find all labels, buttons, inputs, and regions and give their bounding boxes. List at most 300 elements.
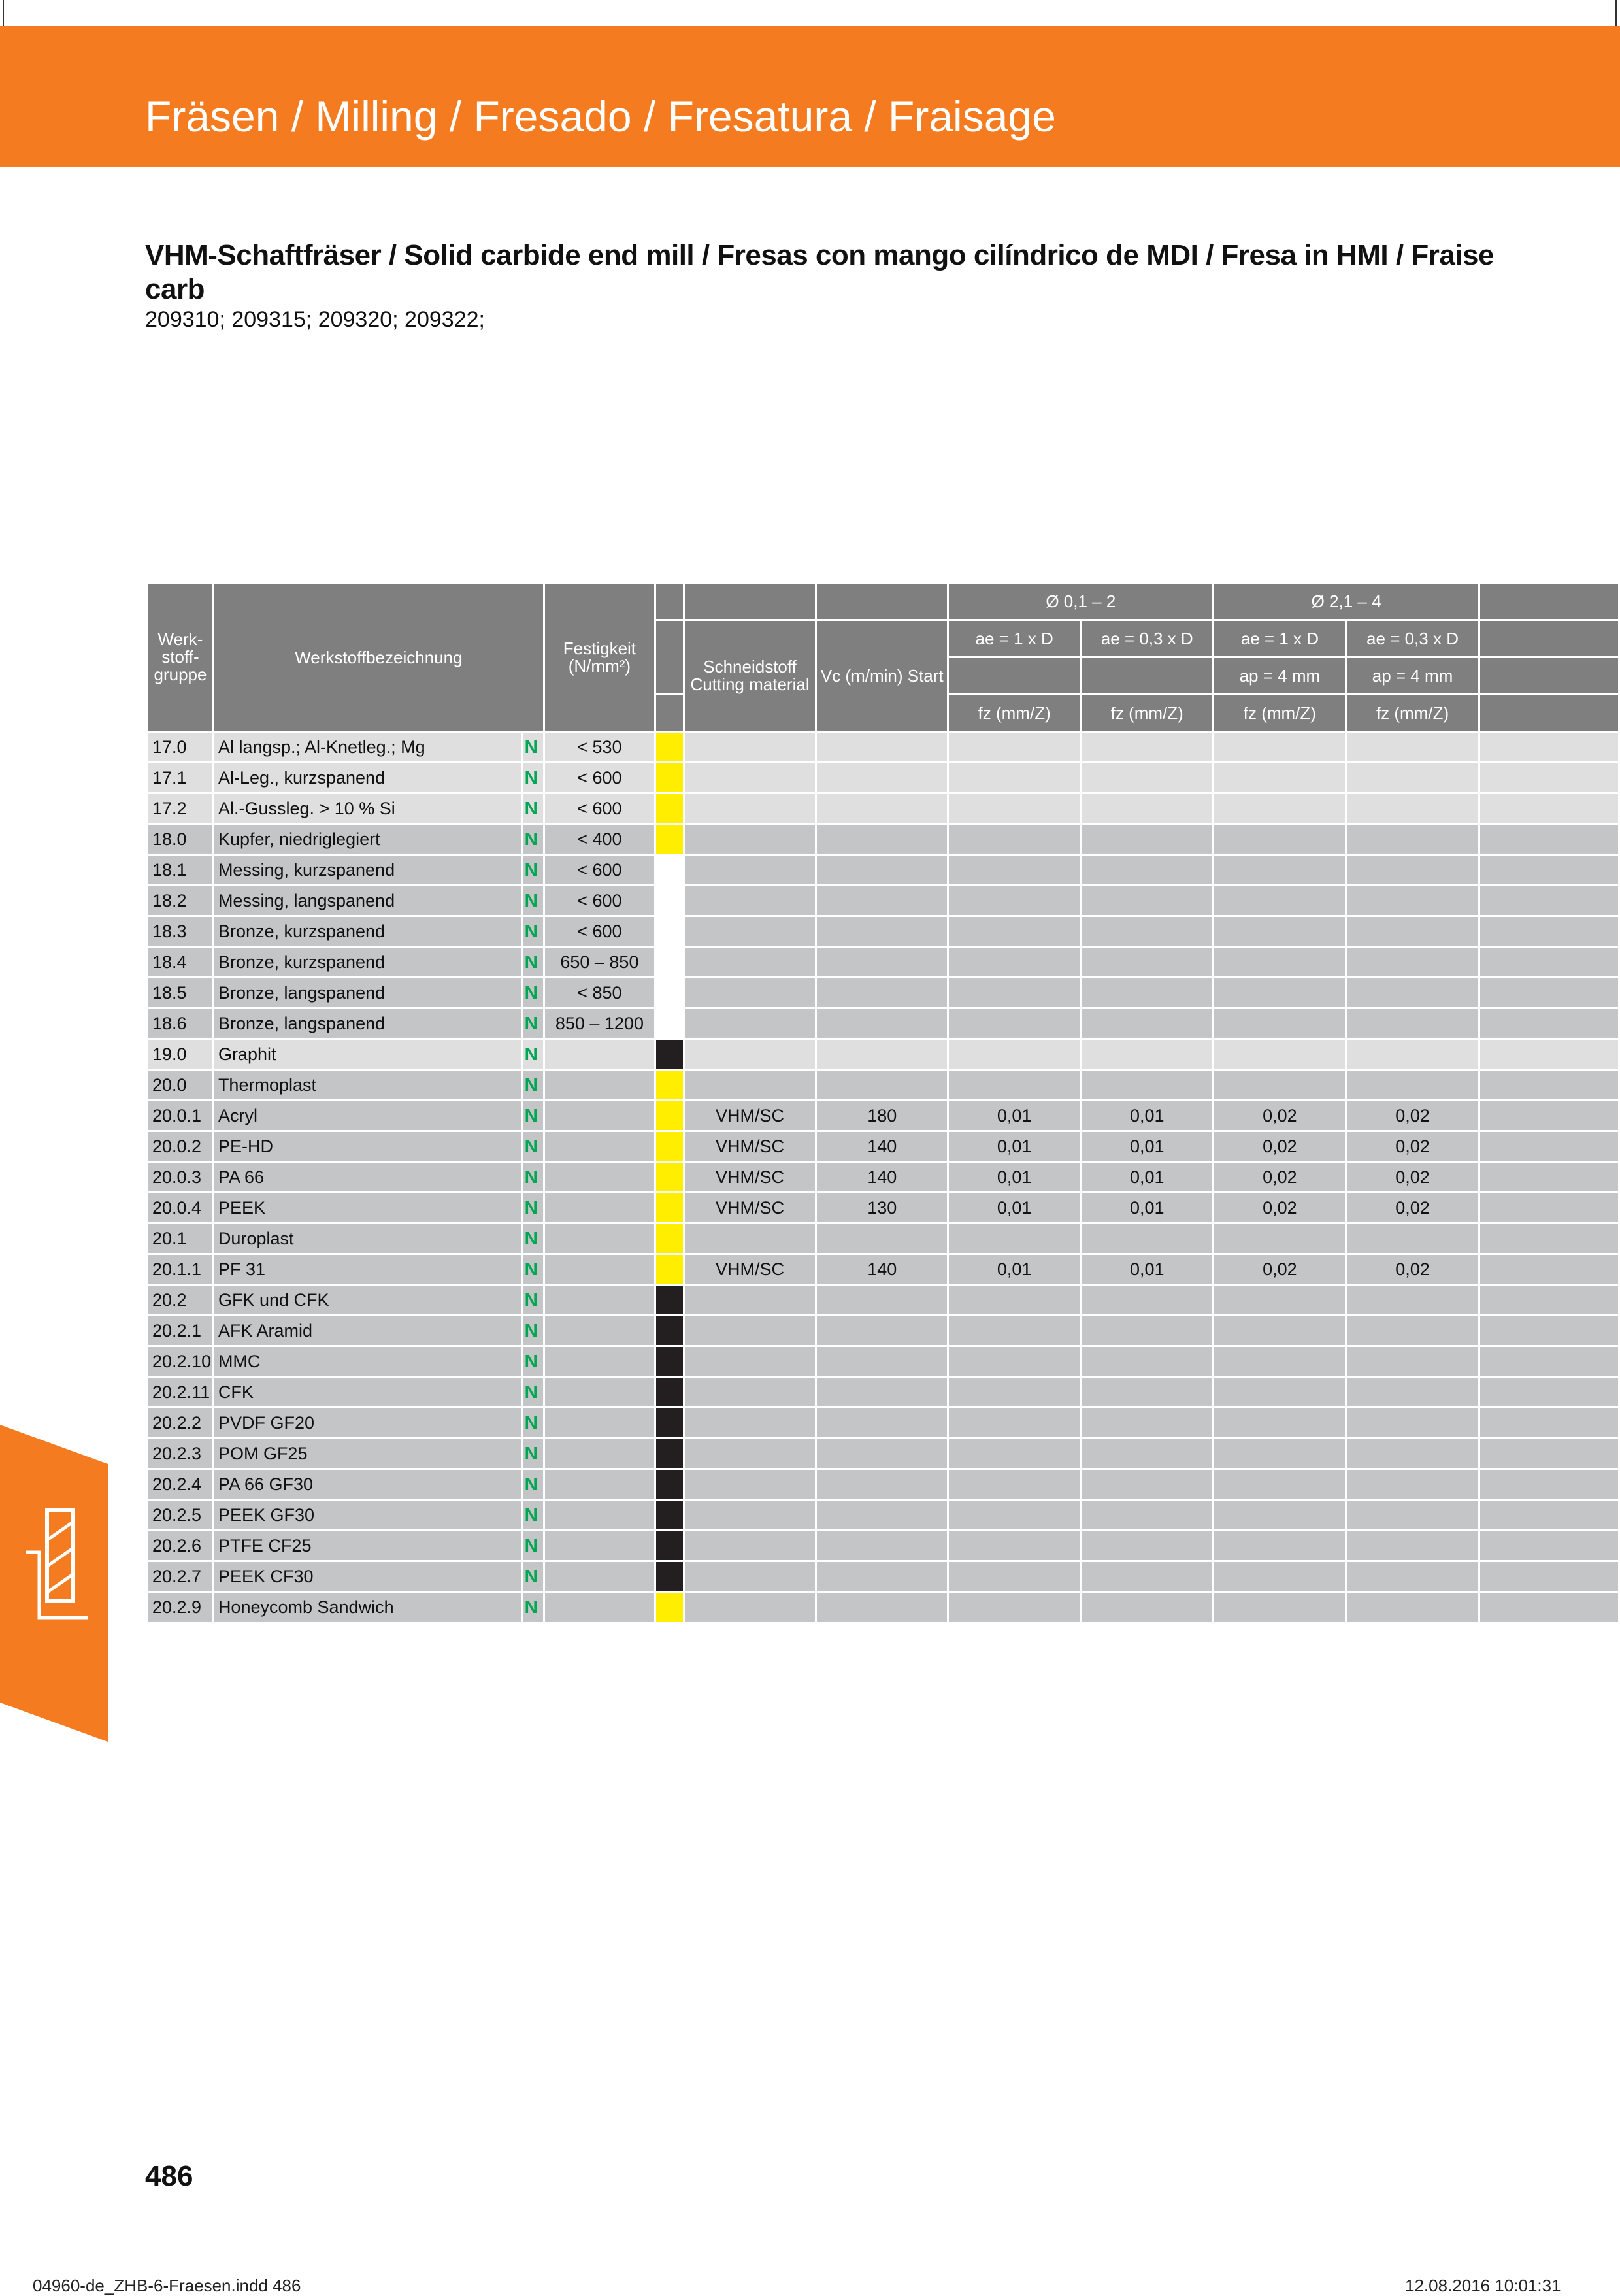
- header-ae-03xd-b: ae = 0,3 x D: [1346, 620, 1479, 657]
- row-festigkeit: [544, 1254, 655, 1285]
- row-indicator: [655, 1346, 684, 1377]
- row-group: 20.2.5: [148, 1500, 214, 1531]
- row-category: N: [522, 1439, 544, 1469]
- row-festigkeit: [544, 1500, 655, 1531]
- row-fz-1: [948, 978, 1081, 1008]
- table-row: [148, 1408, 1619, 1439]
- row-fz-2: [1081, 793, 1214, 824]
- row-group: 20.0.2: [148, 1131, 214, 1162]
- header-diameter-2: Ø 2,1 – 4: [1214, 583, 1479, 620]
- row-fz-3: [1214, 763, 1346, 793]
- row-fz-4: [1346, 855, 1479, 886]
- header-blank-extra: [1479, 583, 1619, 620]
- row-category: N: [522, 763, 544, 793]
- row-festigkeit: [544, 1131, 655, 1162]
- row-festigkeit: [544, 1531, 655, 1561]
- row-category: N: [522, 1408, 544, 1439]
- row-festigkeit: [544, 1193, 655, 1223]
- row-name: Al.-Gussleg. > 10 % Si: [213, 793, 522, 824]
- table-row: [148, 1008, 1619, 1039]
- header-ap-b1: ap = 4 mm: [1214, 657, 1346, 695]
- row-fz-2: [1081, 1008, 1214, 1039]
- row-group: 17.1: [148, 763, 214, 793]
- row-fz-4: [1346, 1408, 1479, 1439]
- row-fz-1: [948, 763, 1081, 793]
- row-fz-2: [1081, 1561, 1214, 1592]
- row-indicator: [655, 1531, 684, 1561]
- row-indicator: [655, 1377, 684, 1408]
- row-fz-3: [1214, 1531, 1346, 1561]
- row-fz-2: [1081, 916, 1214, 947]
- row-category: N: [522, 1469, 544, 1500]
- row-fz-3: [1214, 1039, 1346, 1070]
- side-tab-shape: [0, 1425, 108, 1742]
- header-ae-1xd-a: ae = 1 x D: [948, 620, 1081, 657]
- row-indicator: [655, 1101, 684, 1131]
- row-material: VHM/SC: [684, 1193, 816, 1223]
- row-fz-1: 0,01: [948, 1162, 1081, 1193]
- row-extra: [1479, 1377, 1619, 1408]
- row-fz-1: [948, 1285, 1081, 1316]
- row-festigkeit: [544, 1592, 655, 1623]
- row-name: PE-HD: [213, 1131, 522, 1162]
- row-fz-4: [1346, 978, 1479, 1008]
- table-row: [148, 1531, 1619, 1561]
- top-border: [0, 0, 1620, 1]
- row-festigkeit: [544, 1223, 655, 1254]
- row-fz-2: [1081, 978, 1214, 1008]
- table-row: [148, 1592, 1619, 1623]
- row-fz-4: [1346, 1377, 1479, 1408]
- row-extra: [1479, 1039, 1619, 1070]
- table-row: [148, 1254, 1619, 1285]
- row-fz-1: [948, 732, 1081, 763]
- row-fz-3: [1214, 1346, 1346, 1377]
- row-fz-4: [1346, 1592, 1479, 1623]
- row-category: N: [522, 916, 544, 947]
- row-extra: [1479, 1346, 1619, 1377]
- row-group: 20.0.4: [148, 1193, 214, 1223]
- row-indicator: [655, 1408, 684, 1439]
- row-fz-3: [1214, 1223, 1346, 1254]
- row-fz-2: [1081, 1346, 1214, 1377]
- row-extra: [1479, 1070, 1619, 1101]
- row-fz-1: [948, 793, 1081, 824]
- row-fz-3: [1214, 978, 1346, 1008]
- row-vc: [816, 1469, 948, 1500]
- row-category: N: [522, 855, 544, 886]
- row-extra: [1479, 1101, 1619, 1131]
- table-row: [148, 1316, 1619, 1346]
- row-vc: [816, 793, 948, 824]
- row-festigkeit: [544, 1285, 655, 1316]
- row-fz-4: 0,02: [1346, 1193, 1479, 1223]
- row-extra: [1479, 855, 1619, 886]
- row-indicator: [655, 793, 684, 824]
- row-fz-1: [948, 1561, 1081, 1592]
- row-name: AFK Aramid: [213, 1316, 522, 1346]
- row-extra: [1479, 886, 1619, 916]
- row-fz-3: [1214, 1316, 1346, 1346]
- row-group: 20.2.6: [148, 1531, 214, 1561]
- header-werkstoffbezeichnung: Werkstoffbezeichnung: [213, 583, 544, 732]
- row-vc: [816, 1039, 948, 1070]
- header-ap-blank-2: [1081, 657, 1214, 695]
- row-category: N: [522, 1377, 544, 1408]
- table-header: [148, 583, 1619, 732]
- row-fz-2: [1081, 1500, 1214, 1531]
- row-extra: [1479, 1316, 1619, 1346]
- row-name: PEEK GF30: [213, 1500, 522, 1531]
- row-extra: [1479, 916, 1619, 947]
- table-row: [148, 763, 1619, 793]
- row-fz-3: [1214, 1408, 1346, 1439]
- row-vc: 140: [816, 1131, 948, 1162]
- header-blank-vc: [816, 583, 948, 620]
- row-material: [684, 1285, 816, 1316]
- row-fz-4: [1346, 916, 1479, 947]
- row-fz-4: [1346, 1070, 1479, 1101]
- row-extra: [1479, 1008, 1619, 1039]
- article-codes: 209310; 209315; 209320; 209322;: [145, 307, 485, 332]
- section-title: Fräsen / Milling / Fresado / Fresatura / Fraisage: [145, 92, 1056, 141]
- row-category: N: [522, 732, 544, 763]
- row-fz-3: [1214, 1500, 1346, 1531]
- row-category: N: [522, 1193, 544, 1223]
- row-vc: [816, 1223, 948, 1254]
- row-group: 20.2: [148, 1285, 214, 1316]
- row-fz-4: [1346, 1008, 1479, 1039]
- row-group: 17.0: [148, 732, 214, 763]
- row-fz-3: [1214, 1469, 1346, 1500]
- row-fz-2: 0,01: [1081, 1254, 1214, 1285]
- row-vc: 130: [816, 1193, 948, 1223]
- header-fz-1: fz (mm/Z): [948, 695, 1081, 732]
- row-group: 20.2.4: [148, 1469, 214, 1500]
- row-group: 20.2.2: [148, 1408, 214, 1439]
- row-indicator: [655, 1316, 684, 1346]
- row-category: N: [522, 1131, 544, 1162]
- row-group: 20.1: [148, 1223, 214, 1254]
- row-fz-3: [1214, 886, 1346, 916]
- header-festigkeit: Festigkeit (N/mm²): [544, 583, 655, 732]
- row-material: VHM/SC: [684, 1254, 816, 1285]
- row-fz-2: 0,01: [1081, 1162, 1214, 1193]
- row-fz-4: [1346, 947, 1479, 978]
- row-vc: [816, 1316, 948, 1346]
- row-vc: [816, 1377, 948, 1408]
- row-vc: [816, 947, 948, 978]
- row-name: Bronze, langspanend: [213, 1008, 522, 1039]
- row-material: VHM/SC: [684, 1131, 816, 1162]
- row-fz-4: [1346, 1500, 1479, 1531]
- table-row: [148, 1070, 1619, 1101]
- row-name: PEEK: [213, 1193, 522, 1223]
- table-row: [148, 1193, 1619, 1223]
- row-fz-4: [1346, 1561, 1479, 1592]
- row-vc: [816, 1008, 948, 1039]
- side-tab: [0, 1425, 108, 1742]
- row-festigkeit: [544, 1469, 655, 1500]
- row-material: [684, 1469, 816, 1500]
- row-name: Acryl: [213, 1101, 522, 1131]
- row-category: N: [522, 1285, 544, 1316]
- row-category: N: [522, 886, 544, 916]
- row-indicator: [655, 886, 684, 916]
- row-fz-3: 0,02: [1214, 1131, 1346, 1162]
- row-category: N: [522, 1531, 544, 1561]
- row-festigkeit: < 600: [544, 886, 655, 916]
- row-indicator: [655, 1070, 684, 1101]
- row-extra: [1479, 947, 1619, 978]
- row-indicator: [655, 1162, 684, 1193]
- row-vc: [816, 732, 948, 763]
- row-category: N: [522, 824, 544, 855]
- row-vc: [816, 978, 948, 1008]
- row-vc: 140: [816, 1162, 948, 1193]
- row-group: 18.3: [148, 916, 214, 947]
- header-blank-extra-3: [1479, 657, 1619, 695]
- table-row: [148, 855, 1619, 886]
- row-material: [684, 1439, 816, 1469]
- row-festigkeit: [544, 1070, 655, 1101]
- row-fz-2: [1081, 886, 1214, 916]
- row-extra: [1479, 1193, 1619, 1223]
- row-extra: [1479, 1439, 1619, 1469]
- row-group: 20.2.9: [148, 1592, 214, 1623]
- table-row: [148, 1439, 1619, 1469]
- row-vc: [816, 824, 948, 855]
- header-indicator: [655, 583, 684, 620]
- row-vc: [816, 1346, 948, 1377]
- table-row: [148, 1500, 1619, 1531]
- row-group: 18.4: [148, 947, 214, 978]
- row-fz-2: 0,01: [1081, 1193, 1214, 1223]
- row-extra: [1479, 1408, 1619, 1439]
- row-fz-3: [1214, 1285, 1346, 1316]
- row-fz-3: [1214, 916, 1346, 947]
- row-name: PVDF GF20: [213, 1408, 522, 1439]
- row-group: 18.5: [148, 978, 214, 1008]
- row-fz-1: [948, 1408, 1081, 1439]
- row-extra: [1479, 1162, 1619, 1193]
- header-werkstoffgruppe: Werk-stoff-gruppe: [148, 583, 214, 732]
- row-name: MMC: [213, 1346, 522, 1377]
- table-row: [148, 793, 1619, 824]
- row-name: GFK und CFK: [213, 1285, 522, 1316]
- row-extra: [1479, 1285, 1619, 1316]
- row-festigkeit: [544, 1346, 655, 1377]
- row-fz-3: [1214, 1070, 1346, 1101]
- row-fz-1: [948, 1223, 1081, 1254]
- row-indicator: [655, 1561, 684, 1592]
- row-fz-2: [1081, 1408, 1214, 1439]
- row-extra: [1479, 793, 1619, 824]
- row-material: [684, 824, 816, 855]
- row-fz-4: [1346, 732, 1479, 763]
- header-ae-03xd-a: ae = 0,3 x D: [1081, 620, 1214, 657]
- row-fz-1: 0,01: [948, 1254, 1081, 1285]
- crop-mark-left: [3, 0, 4, 26]
- row-group: 18.1: [148, 855, 214, 886]
- row-name: PEEK CF30: [213, 1561, 522, 1592]
- table-row: [148, 824, 1619, 855]
- row-fz-2: [1081, 732, 1214, 763]
- row-festigkeit: [544, 1316, 655, 1346]
- row-fz-1: [948, 1346, 1081, 1377]
- row-indicator: [655, 1254, 684, 1285]
- row-festigkeit: < 530: [544, 732, 655, 763]
- row-indicator: [655, 1008, 684, 1039]
- row-fz-1: 0,01: [948, 1193, 1081, 1223]
- row-fz-1: 0,01: [948, 1101, 1081, 1131]
- row-name: Messing, kurzspanend: [213, 855, 522, 886]
- row-fz-4: [1346, 1223, 1479, 1254]
- row-group: 20.0.1: [148, 1101, 214, 1131]
- row-fz-2: [1081, 1531, 1214, 1561]
- row-festigkeit: [544, 1408, 655, 1439]
- row-fz-3: [1214, 947, 1346, 978]
- row-fz-1: [948, 1500, 1081, 1531]
- row-fz-2: 0,01: [1081, 1131, 1214, 1162]
- row-fz-2: 0,01: [1081, 1101, 1214, 1131]
- row-name: Bronze, kurzspanend: [213, 916, 522, 947]
- row-name: PA 66 GF30: [213, 1469, 522, 1500]
- row-fz-4: 0,02: [1346, 1131, 1479, 1162]
- row-fz-1: [948, 1469, 1081, 1500]
- row-fz-1: [948, 1070, 1081, 1101]
- row-vc: [816, 1408, 948, 1439]
- row-material: [684, 1039, 816, 1070]
- row-extra: [1479, 1469, 1619, 1500]
- row-extra: [1479, 763, 1619, 793]
- row-indicator: [655, 763, 684, 793]
- row-fz-2: [1081, 947, 1214, 978]
- row-vc: [816, 855, 948, 886]
- row-group: 19.0: [148, 1039, 214, 1070]
- row-material: [684, 1070, 816, 1101]
- row-vc: [816, 886, 948, 916]
- row-fz-1: [948, 1008, 1081, 1039]
- row-fz-2: [1081, 1316, 1214, 1346]
- row-name: Messing, langspanend: [213, 886, 522, 916]
- row-festigkeit: [544, 1101, 655, 1131]
- row-vc: [816, 1285, 948, 1316]
- row-fz-2: [1081, 824, 1214, 855]
- header-indicator-3: [655, 695, 684, 732]
- row-fz-1: [948, 855, 1081, 886]
- header-fz-4: fz (mm/Z): [1346, 695, 1479, 732]
- row-extra: [1479, 732, 1619, 763]
- row-indicator: [655, 1439, 684, 1469]
- row-fz-2: [1081, 1285, 1214, 1316]
- row-extra: [1479, 824, 1619, 855]
- row-group: 20.0: [148, 1070, 214, 1101]
- row-fz-3: [1214, 1008, 1346, 1039]
- row-name: Graphit: [213, 1039, 522, 1070]
- row-category: N: [522, 1592, 544, 1623]
- row-category: N: [522, 1070, 544, 1101]
- row-category: N: [522, 793, 544, 824]
- row-fz-4: [1346, 1285, 1479, 1316]
- product-title: VHM-Schaftfräser / Solid carbide end mill / Fresas con mango cilíndrico de MDI / Fresa in HMI / Fraise carb: [145, 239, 1494, 305]
- row-material: [684, 1316, 816, 1346]
- row-vc: [816, 763, 948, 793]
- row-group: 17.2: [148, 793, 214, 824]
- row-indicator: [655, 1285, 684, 1316]
- row-fz-2: [1081, 1039, 1214, 1070]
- table-row: [148, 1561, 1619, 1592]
- row-group: 20.2.10: [148, 1346, 214, 1377]
- row-indicator: [655, 855, 684, 886]
- row-fz-1: [948, 1377, 1081, 1408]
- row-category: N: [522, 1316, 544, 1346]
- row-group: 18.2: [148, 886, 214, 916]
- row-category: N: [522, 1346, 544, 1377]
- header-blank-material: [684, 583, 816, 620]
- footer-file-info: 04960-de_ZHB-6-Fraesen.indd 486: [33, 2276, 301, 2295]
- row-group: 20.1.1: [148, 1254, 214, 1285]
- row-vc: 140: [816, 1254, 948, 1285]
- row-material: [684, 1531, 816, 1561]
- row-name: Al langsp.; Al-Knetleg.; Mg: [213, 732, 522, 763]
- row-fz-1: [948, 824, 1081, 855]
- row-name: Kupfer, niedriglegiert: [213, 824, 522, 855]
- header-vc: Vc (m/min) Start: [816, 620, 948, 732]
- row-fz-1: [948, 916, 1081, 947]
- row-extra: [1479, 1561, 1619, 1592]
- header-fz-3: fz (mm/Z): [1214, 695, 1346, 732]
- row-fz-2: [1081, 1439, 1214, 1469]
- row-indicator: [655, 1592, 684, 1623]
- row-fz-2: [1081, 1223, 1214, 1254]
- row-group: 20.2.7: [148, 1561, 214, 1592]
- row-fz-3: [1214, 1439, 1346, 1469]
- row-fz-4: [1346, 1439, 1479, 1469]
- row-festigkeit: < 600: [544, 763, 655, 793]
- row-fz-4: [1346, 793, 1479, 824]
- row-category: N: [522, 1101, 544, 1131]
- row-fz-4: 0,02: [1346, 1162, 1479, 1193]
- row-material: [684, 1592, 816, 1623]
- row-fz-4: [1346, 1346, 1479, 1377]
- header-blank-extra-4: [1479, 695, 1619, 732]
- footer-timestamp: 12.08.2016 10:01:31: [1405, 2276, 1561, 2295]
- row-group: 20.2.11: [148, 1377, 214, 1408]
- row-name: PA 66: [213, 1162, 522, 1193]
- table-row: [148, 1101, 1619, 1131]
- row-festigkeit: [544, 1039, 655, 1070]
- row-indicator: [655, 824, 684, 855]
- row-material: [684, 1346, 816, 1377]
- row-indicator: [655, 1131, 684, 1162]
- row-fz-3: [1214, 1561, 1346, 1592]
- row-indicator: [655, 1500, 684, 1531]
- row-material: VHM/SC: [684, 1162, 816, 1193]
- table-row: [148, 916, 1619, 947]
- row-material: [684, 855, 816, 886]
- row-vc: [816, 1500, 948, 1531]
- header-fz-2: fz (mm/Z): [1081, 695, 1214, 732]
- row-fz-1: [948, 1531, 1081, 1561]
- header-ae-1xd-b: ae = 1 x D: [1214, 620, 1346, 657]
- row-vc: 180: [816, 1101, 948, 1131]
- row-vc: [816, 1531, 948, 1561]
- row-material: VHM/SC: [684, 1101, 816, 1131]
- row-extra: [1479, 1500, 1619, 1531]
- row-fz-3: [1214, 824, 1346, 855]
- row-extra: [1479, 1592, 1619, 1623]
